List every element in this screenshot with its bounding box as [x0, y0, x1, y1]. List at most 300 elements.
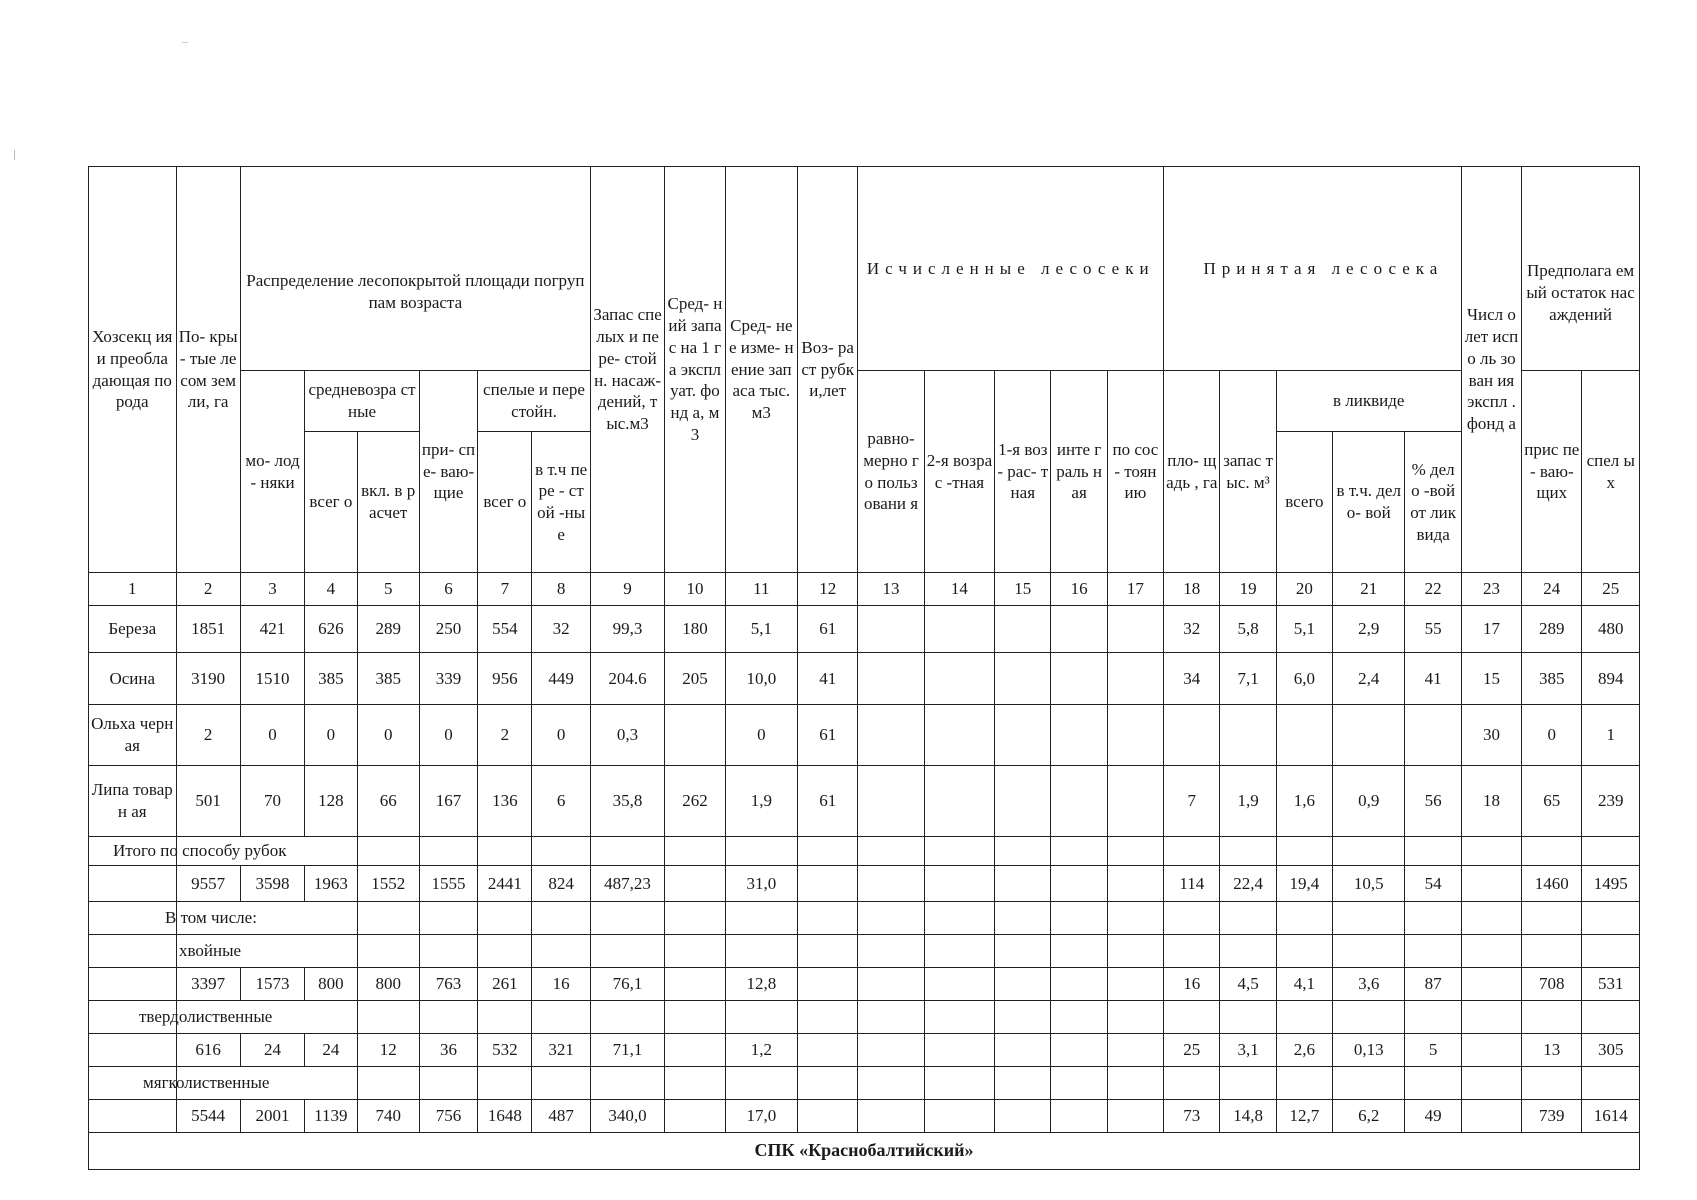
empty-cell — [1051, 1001, 1107, 1034]
table-cell: 763 — [419, 968, 477, 1001]
table-cell: 18 — [1461, 766, 1521, 837]
species-cell — [89, 968, 177, 1001]
empty-cell — [532, 1001, 590, 1034]
empty-cell — [1276, 902, 1332, 935]
empty-cell — [419, 935, 477, 968]
table-row — [89, 1100, 1640, 1133]
table-cell: 1573 — [240, 968, 304, 1001]
table-cell: 487 — [532, 1100, 590, 1133]
header-middle-total: всег о — [305, 432, 357, 573]
table-cell — [995, 866, 1051, 902]
header-in-liquid: в ликвиде — [1276, 371, 1461, 432]
header-cutting-age: Воз- раст рубк и,лет — [798, 167, 858, 573]
table-cell: 1510 — [240, 653, 304, 705]
table-cell — [1461, 866, 1521, 902]
table-cell: 30 — [1461, 705, 1521, 766]
table-cell: 19 — [1220, 573, 1276, 606]
table-cell: 15 — [1461, 653, 1521, 705]
table-cell: 3,1 — [1220, 1034, 1276, 1067]
table-row — [89, 968, 1640, 1001]
table-cell: 2441 — [478, 866, 532, 902]
table-cell: 61 — [798, 705, 858, 766]
table-cell: 0,9 — [1333, 766, 1405, 837]
table-cell: 14,8 — [1220, 1100, 1276, 1133]
empty-cell — [1051, 1067, 1107, 1100]
table-cell — [1107, 968, 1163, 1001]
table-cell: 21 — [1333, 573, 1405, 606]
empty-cell — [798, 902, 858, 935]
empty-cell — [1051, 837, 1107, 866]
table-cell: 385 — [1522, 653, 1582, 705]
table-row — [89, 653, 1640, 705]
empty-cell — [1461, 935, 1521, 968]
empty-cell — [924, 837, 994, 866]
empty-cell — [419, 1001, 477, 1034]
table-cell: 99,3 — [590, 606, 664, 653]
table-cell: 0 — [357, 705, 419, 766]
header-area: пло- щадь , га — [1164, 371, 1220, 573]
table-cell: 25 — [1164, 1034, 1220, 1067]
header-by-condition: по сос- тоян ию — [1107, 371, 1163, 573]
table-row — [89, 766, 1640, 837]
empty-cell — [665, 1001, 725, 1034]
empty-cell — [725, 1067, 797, 1100]
species-cell — [89, 1100, 177, 1133]
table-cell: 36 — [419, 1034, 477, 1067]
table-cell — [1107, 653, 1163, 705]
table-cell: 3,6 — [1333, 968, 1405, 1001]
table-cell: 708 — [1522, 968, 1582, 1001]
empty-cell — [478, 837, 532, 866]
table-cell: 1 — [1582, 705, 1640, 766]
table-cell: 2 — [176, 705, 240, 766]
table-cell: 16 — [532, 968, 590, 1001]
empty-cell — [995, 1001, 1051, 1034]
scan-artifact-line — [14, 150, 15, 160]
table-cell: 239 — [1582, 766, 1640, 837]
empty-cell — [1405, 1067, 1461, 1100]
table-row — [89, 606, 1640, 653]
column-number-row — [89, 573, 1640, 606]
empty-cell — [305, 1067, 357, 1100]
table-cell — [1107, 766, 1163, 837]
empty-cell — [305, 935, 357, 968]
table-cell — [995, 653, 1051, 705]
empty-cell — [1220, 837, 1276, 866]
header-ripe-remaining: спел ых — [1582, 371, 1640, 573]
table-cell — [1051, 866, 1107, 902]
table-cell: 49 — [1405, 1100, 1461, 1133]
table-cell: 3 — [240, 573, 304, 606]
header-calculated-cuts: Исчисленные лесосеки — [858, 167, 1164, 371]
table-cell — [858, 766, 924, 837]
table-cell — [1461, 1100, 1521, 1133]
empty-cell — [1582, 1001, 1640, 1034]
table-cell: 956 — [478, 653, 532, 705]
table-cell — [924, 653, 994, 705]
table-cell: 2 — [478, 705, 532, 766]
table-cell: 14 — [924, 573, 994, 606]
table-cell: 421 — [240, 606, 304, 653]
table-cell: 3190 — [176, 653, 240, 705]
table-cell: 41 — [798, 653, 858, 705]
table-cell: 1648 — [478, 1100, 532, 1133]
table-cell: 10,0 — [725, 653, 797, 705]
table-cell: 32 — [532, 606, 590, 653]
empty-cell — [665, 837, 725, 866]
header-young: мо- лод- няки — [240, 371, 304, 573]
empty-cell — [1220, 935, 1276, 968]
empty-cell — [305, 902, 357, 935]
empty-cell — [1522, 837, 1582, 866]
table-cell: 0 — [725, 705, 797, 766]
table-cell — [798, 1100, 858, 1133]
empty-cell — [357, 1001, 419, 1034]
organization-name: СПК «Краснобалтийский» — [89, 1133, 1640, 1170]
table-cell: 12,7 — [1276, 1100, 1332, 1133]
table-cell — [924, 968, 994, 1001]
empty-cell — [1164, 1001, 1220, 1034]
group-label: мягколиственные — [89, 1067, 177, 1100]
table-cell — [1107, 705, 1163, 766]
table-cell: 22 — [1405, 573, 1461, 606]
table-cell — [665, 1034, 725, 1067]
empty-cell — [1582, 837, 1640, 866]
table-cell: 10 — [665, 573, 725, 606]
header-liquid-business: в т.ч. дело- вой — [1333, 432, 1405, 573]
table-cell: 34 — [1164, 653, 1220, 705]
table-cell: 32 — [1164, 606, 1220, 653]
empty-cell — [725, 935, 797, 968]
empty-cell — [357, 1067, 419, 1100]
table-cell: 5,8 — [1220, 606, 1276, 653]
table-cell — [665, 705, 725, 766]
empty-cell — [924, 1001, 994, 1034]
empty-cell — [995, 837, 1051, 866]
empty-cell — [1333, 902, 1405, 935]
footer-row — [89, 1133, 1640, 1170]
empty-cell — [798, 935, 858, 968]
header-middle-aged: средневозра стные — [305, 371, 420, 432]
empty-cell — [798, 837, 858, 866]
table-cell: 1460 — [1522, 866, 1582, 902]
table-cell — [1164, 705, 1220, 766]
empty-cell — [858, 902, 924, 935]
table-cell: 3598 — [240, 866, 304, 902]
empty-cell — [1405, 1001, 1461, 1034]
empty-cell — [725, 837, 797, 866]
empty-cell — [478, 1001, 532, 1034]
empty-cell — [1522, 1001, 1582, 1034]
empty-cell — [419, 837, 477, 866]
table-cell: 0 — [1522, 705, 1582, 766]
table-cell: 4,5 — [1220, 968, 1276, 1001]
forest-cutting-table — [88, 166, 1640, 1170]
table-cell — [995, 766, 1051, 837]
empty-cell — [924, 1067, 994, 1100]
table-cell — [1220, 705, 1276, 766]
table-cell: 10,5 — [1333, 866, 1405, 902]
table-cell: 1555 — [419, 866, 477, 902]
table-cell: 2,9 — [1333, 606, 1405, 653]
empty-cell — [1051, 902, 1107, 935]
table-cell — [995, 1034, 1051, 1067]
table-cell: 739 — [1522, 1100, 1582, 1133]
header-second-age: 2-я возрас -тная — [924, 371, 994, 573]
table-cell: 756 — [419, 1100, 477, 1133]
empty-cell — [305, 1001, 357, 1034]
table-cell: 1,2 — [725, 1034, 797, 1067]
empty-cell — [1220, 902, 1276, 935]
empty-cell — [1461, 902, 1521, 935]
empty-cell — [1582, 1067, 1640, 1100]
table-cell — [995, 1100, 1051, 1133]
table-cell: 23 — [1461, 573, 1521, 606]
table-cell: 12 — [798, 573, 858, 606]
table-cell: 16 — [1051, 573, 1107, 606]
table-cell: 0 — [240, 705, 304, 766]
empty-cell — [858, 1067, 924, 1100]
species-cell: Липа товарн ая — [89, 766, 177, 837]
label-row — [89, 935, 1640, 968]
empty-cell — [995, 935, 1051, 968]
table-cell: 9557 — [176, 866, 240, 902]
empty-cell — [1522, 902, 1582, 935]
table-cell: 11 — [725, 573, 797, 606]
table-cell: 1,9 — [725, 766, 797, 837]
header-maturing-remaining: прис пе- ваю- щих — [1522, 371, 1582, 573]
table-cell: 4 — [305, 573, 357, 606]
table-cell: 262 — [665, 766, 725, 837]
table-cell: 4,1 — [1276, 968, 1332, 1001]
table-cell — [798, 968, 858, 1001]
table-cell — [1051, 606, 1107, 653]
table-cell — [798, 1034, 858, 1067]
empty-cell — [532, 837, 590, 866]
empty-cell — [357, 902, 419, 935]
table-cell — [858, 653, 924, 705]
table-cell — [1107, 1100, 1163, 1133]
table-cell: 41 — [1405, 653, 1461, 705]
table-cell — [1051, 766, 1107, 837]
header-ripe-total: всег о — [478, 432, 532, 573]
header-section: Хозсекц ия и преобла дающая порода — [89, 167, 177, 573]
empty-cell — [1220, 1001, 1276, 1034]
table-cell: 65 — [1522, 766, 1582, 837]
empty-cell — [1582, 935, 1640, 968]
empty-cell — [590, 837, 664, 866]
table-cell: 1 — [89, 573, 177, 606]
table-cell — [1107, 1034, 1163, 1067]
table-cell: 1,9 — [1220, 766, 1276, 837]
group-label: Итого по способу рубок — [89, 837, 177, 866]
table-cell: 2,6 — [1276, 1034, 1332, 1067]
table-cell: 480 — [1582, 606, 1640, 653]
empty-cell — [357, 935, 419, 968]
table-cell: 321 — [532, 1034, 590, 1067]
table-cell: 18 — [1164, 573, 1220, 606]
header-integral: инте граль ная — [1051, 371, 1107, 573]
label-row — [89, 902, 1640, 935]
species-cell: Осина — [89, 653, 177, 705]
table-cell — [924, 1100, 994, 1133]
table-cell — [1051, 1034, 1107, 1067]
table-cell: 13 — [858, 573, 924, 606]
empty-cell — [1276, 935, 1332, 968]
header-row-1 — [89, 167, 1640, 371]
table-cell: 6 — [532, 766, 590, 837]
header-first-age: 1-я воз- рас- тная — [995, 371, 1051, 573]
empty-cell — [798, 1001, 858, 1034]
table-cell — [1405, 705, 1461, 766]
empty-cell — [1405, 935, 1461, 968]
table-cell: 56 — [1405, 766, 1461, 837]
table-cell: 20 — [1276, 573, 1332, 606]
table-cell — [858, 866, 924, 902]
table-cell — [665, 968, 725, 1001]
empty-cell — [1461, 1001, 1521, 1034]
table-cell: 1552 — [357, 866, 419, 902]
table-cell: 16 — [1164, 968, 1220, 1001]
empty-cell — [1164, 902, 1220, 935]
empty-cell — [357, 837, 419, 866]
table-cell — [858, 1100, 924, 1133]
header-stock: запас тыс. м³ — [1220, 371, 1276, 573]
table-cell: 0 — [532, 705, 590, 766]
table-cell: 25 — [1582, 573, 1640, 606]
table-row — [89, 1034, 1640, 1067]
table-cell: 54 — [1405, 866, 1461, 902]
empty-cell — [1164, 837, 1220, 866]
label-row — [89, 1067, 1640, 1100]
table-cell — [665, 866, 725, 902]
header-avg-stock: Сред- ний запас на 1 га экспл уат. фонд а, м3 — [665, 167, 725, 573]
table-cell — [924, 1034, 994, 1067]
table-cell — [1107, 866, 1163, 902]
table-cell: 128 — [305, 766, 357, 837]
table-cell: 180 — [665, 606, 725, 653]
empty-cell — [532, 902, 590, 935]
table-cell — [1107, 606, 1163, 653]
species-cell — [89, 866, 177, 902]
empty-cell — [1276, 1001, 1332, 1034]
table-cell: 0,13 — [1333, 1034, 1405, 1067]
empty-cell — [1333, 837, 1405, 866]
table-cell: 894 — [1582, 653, 1640, 705]
table-cell: 167 — [419, 766, 477, 837]
scan-artifact-dot — [182, 42, 188, 43]
header-uniform-use: равно- мерно го польз овани я — [858, 371, 924, 573]
label-row — [89, 1001, 1640, 1034]
table-cell: 19,4 — [1276, 866, 1332, 902]
header-maturing: при- спе- ваю- щие — [419, 371, 477, 573]
header-ripe-stock: Запас спелых и пере- стойн. насаж- дений, тыс.м3 — [590, 167, 664, 573]
table-cell: 531 — [1582, 968, 1640, 1001]
empty-cell — [305, 837, 357, 866]
empty-cell — [1220, 1067, 1276, 1100]
species-cell — [89, 1034, 177, 1067]
table-cell: 261 — [478, 968, 532, 1001]
empty-cell — [240, 935, 304, 968]
empty-cell — [590, 1001, 664, 1034]
table-cell: 114 — [1164, 866, 1220, 902]
table-row — [89, 866, 1640, 902]
table-cell — [858, 1034, 924, 1067]
empty-cell — [1107, 837, 1163, 866]
header-business-percent: % дело -вой от лик вида — [1405, 432, 1461, 573]
species-cell: Ольха черная — [89, 705, 177, 766]
table-cell — [924, 606, 994, 653]
empty-cell — [1164, 1067, 1220, 1100]
empty-cell — [1582, 902, 1640, 935]
empty-cell — [1276, 837, 1332, 866]
empty-cell — [1107, 935, 1163, 968]
empty-cell — [1051, 935, 1107, 968]
table-cell: 305 — [1582, 1034, 1640, 1067]
table-cell: 71,1 — [590, 1034, 664, 1067]
table-cell: 204.6 — [590, 653, 664, 705]
table-row — [89, 705, 1640, 766]
table-cell: 1,6 — [1276, 766, 1332, 837]
table-cell: 61 — [798, 766, 858, 837]
table-cell: 15 — [995, 573, 1051, 606]
table-cell: 8 — [532, 573, 590, 606]
table-cell: 250 — [419, 606, 477, 653]
table-cell: 7 — [1164, 766, 1220, 837]
table-cell: 12 — [357, 1034, 419, 1067]
table-cell: 205 — [665, 653, 725, 705]
table-cell: 6 — [419, 573, 477, 606]
table-cell: 289 — [1522, 606, 1582, 653]
empty-cell — [478, 1067, 532, 1100]
empty-cell — [532, 1067, 590, 1100]
table-cell: 87 — [1405, 968, 1461, 1001]
table-cell: 385 — [305, 653, 357, 705]
header-remaining-stands: Предполага емый остаток насаждений — [1522, 167, 1640, 371]
table-cell — [1051, 968, 1107, 1001]
table-cell: 340,0 — [590, 1100, 664, 1133]
table-cell — [1276, 705, 1332, 766]
table-cell: 554 — [478, 606, 532, 653]
empty-cell — [858, 1001, 924, 1034]
table-cell: 136 — [478, 766, 532, 837]
table-cell: 800 — [305, 968, 357, 1001]
table-cell: 1963 — [305, 866, 357, 902]
table-cell: 626 — [305, 606, 357, 653]
table-cell — [924, 766, 994, 837]
empty-cell — [1164, 935, 1220, 968]
empty-cell — [1405, 902, 1461, 935]
empty-cell — [590, 935, 664, 968]
table-cell: 22,4 — [1220, 866, 1276, 902]
table-cell — [924, 705, 994, 766]
empty-cell — [478, 935, 532, 968]
table-cell: 0 — [419, 705, 477, 766]
table-cell: 7 — [478, 573, 532, 606]
empty-cell — [1522, 935, 1582, 968]
table-cell: 289 — [357, 606, 419, 653]
table-cell — [1051, 705, 1107, 766]
table-cell: 800 — [357, 968, 419, 1001]
table-cell: 740 — [357, 1100, 419, 1133]
table-cell — [858, 606, 924, 653]
table-cell: 616 — [176, 1034, 240, 1067]
empty-cell — [798, 1067, 858, 1100]
table-cell: 17,0 — [725, 1100, 797, 1133]
table-cell — [858, 705, 924, 766]
header-overripe: в т.ч пере - стой -ные — [532, 432, 590, 573]
empty-cell — [1461, 1067, 1521, 1100]
